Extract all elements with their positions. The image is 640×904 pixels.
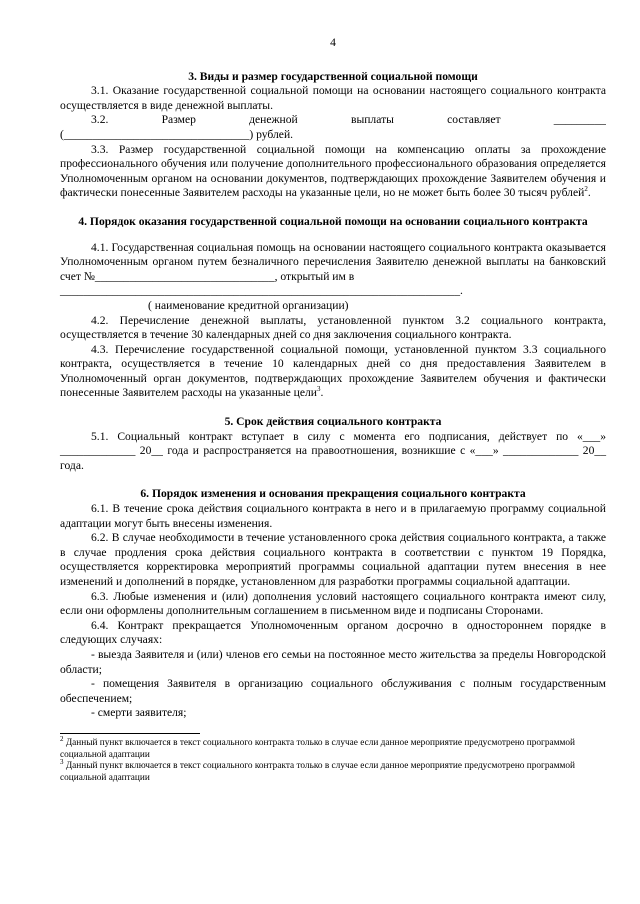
section-3-title: 3. Виды и размер государственной социальной помощи [188,69,478,83]
section-4-title: 4. Порядок оказания государственной социальной помощи на основании социального контракта [78,214,588,228]
p32-w0: 3.2. [91,113,109,127]
paragraph-6-2: 6.2. В случае необходимости в течение установленного срока действия социального контракта, а также в случае продления срока действия социального контракта в соответствии с пунктом 19 Порядка, осуществляется корректировка мероприятий программы социальной адаптации путем внесения в нее изменений и дополнений в порядке, установленном для разработки программы социальной адаптации. [60,531,606,588]
paragraph-4-2: 4.2. Перечисление денежной выплаты, установленной пунктом 3.2 социального контракта, осуществляется в течение 30 календарных дней со дня заключения социального контракта. [60,313,606,342]
paragraph-6-3: 6.3. Любые изменения и (или) дополнения условий настоящего социального контракта имеют силу, если они оформлены дополнительным соглашением в письменном виде и подписаны Сторонами. [60,589,606,618]
paragraph-4-1: 4.1. Государственная социальная помощь на основании настоящего социального контракта оказывается Уполномоченным органом путем безналичного перечисления Заявителю денежной выплаты на банковский счет №_______________________________, открытый им в [60,240,606,283]
bank-name-caption: ( наименование кредитной организации) [148,298,349,312]
footnote-ref-3: 3 [316,385,321,394]
list-item: - выезда Заявителя и (или) членов его семьи на постоянное место жительства за пределы Новгородской области; [60,647,606,676]
bank-name-line: _____________________________________________________________________. [60,284,463,298]
p32-w4: составляет [447,113,501,127]
paragraph-6-1: 6.1. В течение срока действия социального контракта в него и в прилагаемую программу социальной адаптации могут быть внесены изменения. [60,502,606,530]
paragraph-5-1: 5.1. Социальный контракт вступает в силу с момента его подписания, действует по «___» _____________ 20__ года и распространяется на правоотношения, возникшие с «___» _____________ 20__ года. [60,429,606,472]
section-5-title: 5. Срок действия социального контракта [224,415,442,429]
paragraph-3-3: 3.3. Размер государственной социальной помощи на компенсацию оплаты за прохождение профессионального обучения или получение дополнительного профессионального образования определяется Уполномоченным органом на основании документов, подтверждающих прохождение Заявителем обучения и фактически понесенные Заявителем расходы на указанные цели, но не может быть более 30 тысяч рублей$^2$. [60,142,606,200]
footnote-2: $^2$ Данный пункт включается в текст социального контракта только в случае если данное мероприятие предусмотрено программой социальной адаптации [60,734,576,760]
paragraph-3-1: 3.1. Оказание государственной социальной помощи на основании настоящего социального контракта осуществляется в виде денежной выплаты. [60,84,606,112]
paragraph-6-4: 6.4. Контракт прекращается Уполномоченным органом досрочно в одностороннем порядке в следующих случаях: [60,618,606,647]
paragraph-3-2-amount: (________________________________) рублей. [60,127,294,141]
p32-w1: Размер [161,113,196,127]
footnote-3: $^3$ Данный пункт включается в текст социального контракта только в случае если данное мероприятие предусмотрено программой социальной адаптации [60,758,576,783]
page-number: 4 [330,36,336,49]
list-item: - смерти заявителя; [91,706,187,720]
section-6-title: 6. Порядок изменения и основания прекращения социального контракта [140,487,526,501]
document-page [60,36,606,784]
footnote-separator [60,733,200,734]
footnote-ref-2: 2 [584,185,588,194]
paragraph-4-3: 4.3. Перечисление государственной социальной помощи, установленной пунктом 3.3 социального контракта, осуществляется в течение 10 календарных дней со дня предоставления Заявителем в Уполномоченный орган документов, подтверждающих прохождение Заявителем обучения и фактически понесенные Заявителем расходы на указанные цели$^3$. [60,342,606,400]
p32-w5: _________ [553,113,606,127]
paragraph-3-2 [60,113,606,128]
p32-w3: выплаты [350,113,394,127]
list-item: - помещения Заявителя в организацию социального обслуживания с полным государственным обеспечением; [60,677,606,705]
p32-w2: денежной [249,113,298,127]
